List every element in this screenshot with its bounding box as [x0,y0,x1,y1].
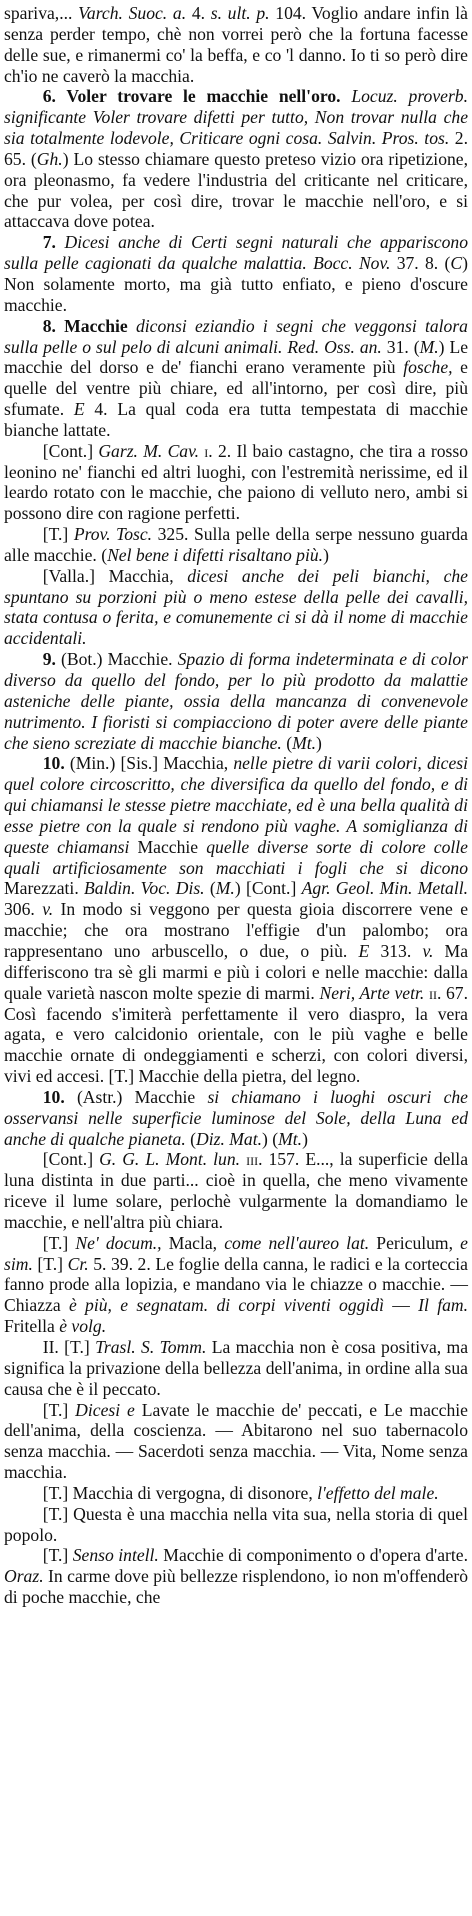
text-run: 4. La qual coda era tutta tempestata di macchie bianche lattate. [4,399,468,440]
valla [4,566,468,649]
text-run: M. [215,878,235,899]
text-run: 6. Voler trovare le macchie nell'oro. [42,86,341,107]
text-run: Mt. [278,1128,303,1149]
text-run: Neri, Arte vetr. [319,982,425,1003]
text-run: Bocc. Nov. [313,253,391,274]
t-prov-tosc [4,524,468,566]
text-run: In modo si veggono per questa gioia discorrere vene e macchie; che ora mostrano l'effigie d'un palombo; ora rappresentano uno arbuscello, o due, o più. [4,899,469,961]
t-storia [4,1504,468,1546]
text-run: [T.] [32,1253,68,1274]
text-run: ) [316,732,322,753]
text-run: II. [T.] [42,1337,96,1357]
text-run: come nell'aureo lat. [224,1232,370,1253]
text-run: 4. [186,3,211,23]
text-run: 325. Sulla pelle della serpe nessuno guarda alle macchie. ( [4,524,468,565]
t-senso-intell [4,1545,468,1608]
text-run: Ne' docum., [75,1232,162,1253]
text-run: In carme dove più bellezze risplendono, io non m'offenderò di poche macchie, che [4,1566,468,1608]
text-run: Salvin. Pros. tos. [327,128,450,149]
text-run: Diz. Mat. [196,1128,263,1149]
text-run: La macchia non è cosa positiva, ma significa la privazione della bellezza dell'anima, in ordine alla sua causa che è il peccato. [4,1337,469,1399]
text-run: nelle pietre di varii colori, dicesi quel colore circoscritto, che diversifica da quello del fondo, e di qui chiamansi le stesse pietre macchiate, ed è una bella qualità di esse pietre con la quale si rendono più vaghe. A somiglianza di queste chiamansi [4,753,468,857]
text-run: E [73,399,85,420]
text-run [341,86,352,106]
text-run: — [384,1295,419,1316]
text-run: [T.] [42,1232,76,1253]
text-run: v. [422,940,434,961]
text-run: Macchie di componimento o d'opera d'arte. [158,1545,468,1566]
text-run: Garz. M. Cav. [98,440,199,461]
t-ne-docum [4,1233,468,1337]
text-run: 67. Così facendo s'imiterà perfettamente il vero diaspro, la vera agata, e vero calcidonio orientale, con le più vaghe e belle macchie ornate di ondeggiamenti e scherzi, con colori diversi, vivi ed accesi. [T.] Macchie della pietra, del legno. [4,982,468,1087]
text-run: 313. [369,940,423,961]
text-run: Lavate le macchie de' peccati, e Le macchie dell'anima, della coscienza. — Abitarono nel suo tabernacolo senza macchia. — Sacerdoti senza macchia. — Vita, Nome senza macchia. [4,1399,468,1483]
text-run: Ma differiscono tra sè gli marmi e più i colori e nelle macchie: dalla quale varietà nascon molte spezie di marmi. [4,940,469,1003]
text-run: Trasl. S. Tomm. [95,1337,207,1357]
text-run: [T.] [42,1545,73,1566]
text-run: C [450,253,463,274]
text-run: ) [Cont.] [234,878,302,899]
text-run: 9. [42,649,61,670]
t-vergogna [4,1483,468,1504]
text-run: spariva,... [4,3,79,23]
text-run: Agr. Geol. Min. Metall. [301,878,469,899]
text-run: M. [419,336,439,357]
text-run: Mt. [292,732,317,753]
text-run: diconsi eziandio i segni che veggonsi talora sulla pelle o sul pelo di alcuni animali. [4,315,468,357]
text-run: p. [256,3,270,23]
text-run: 10. [42,753,70,774]
sense-10-astr [4,1087,468,1150]
text-run: 104. Voglio andare infin là senza perder tempo, chè non vorrei però che la fortuna facesse delle sue, e rimanermi co' la beffa, e co 'l danno. Io ti so però dire ch'io ne caverò la macchia. [4,3,468,86]
text-run: si chiamano i luoghi oscuri che osservansi nelle superficie luminose del Sole, della Luna ed anche di qualche pianeta. [4,1086,468,1149]
text-run: 31. ( [381,336,420,357]
text-run: E [358,940,370,961]
text-run: Macla, [161,1232,225,1253]
text-run: 8. Macchie [42,315,128,336]
text-run: Varch. Suoc. a. [78,3,187,23]
text-run: 10. [42,1086,77,1107]
text-run: Periculum, [369,1232,461,1253]
text-run: è volg. [59,1316,107,1337]
text-run: Spazio di forma indeterminata e di color diverso da quello del fondo, per lo più prodotto da malattie asteniche delle piante, ossia della mancanza di convenevole nutrimento. I fioristi si compiacciono di poter avere delle piante che sieno screziate di macchie bianche. [4,649,469,753]
text-run: è più, e segnatam. di corpi viventi oggidì [68,1295,384,1316]
text-run: Locuz. proverb. significante Voler trovare difetti per tutto, Non trovar nulla che sia totalmente lodevole, Criticare ogni cosa. [4,86,468,149]
cont-garz [4,441,468,524]
cont-mont-lun [4,1149,468,1232]
sense-7 [4,232,468,315]
text-run: ii. [428,982,442,1003]
text-run: Oraz. [4,1566,44,1587]
text-run: e quelle del ventre più chiare, ed all'intorno, per così dire, più sfumate. [4,357,468,420]
text-run: Gh. [36,148,63,169]
text-run: [Valla.] Macchia, [42,565,188,586]
text-run [128,316,136,336]
text-run: Nel bene i difetti risaltano più. [107,544,324,565]
text-run: fosche, [403,357,453,378]
text-run: [T.] Questa è una macchia nella vita sua, nella storia di quel popolo. [4,1503,468,1545]
text-run: Cr. [67,1253,89,1274]
text-run: Fritella [4,1316,60,1337]
text-run: ) [323,544,329,565]
text-run: ) [302,1128,308,1149]
text-run: (Astr.) Macchie [76,1086,208,1107]
sense-6 [4,86,468,232]
text-run: 157. E..., la superficie della luna distinta in due parti... cioè in quella, che meno vivamente riceve il lume solare, perlochè vulgarmente la domandiamo le macchie, e nell'altra più chiara. [4,1149,469,1232]
text-run: i. [204,440,213,461]
text-run: iii. [246,1149,263,1170]
text-run: 37. 8. ( [390,253,451,274]
text-run: [T.] [42,524,74,545]
text-run: quelle diverse sorte di colore colle quali artificiosamente son macchiati i fogli che si dicono [4,836,468,878]
text-run: Senso intell. [72,1545,159,1566]
text-run: e sim. [4,1232,468,1274]
text-run: Macchie [129,836,207,857]
t-dicesi [4,1400,468,1483]
text-run: 7. [42,232,65,253]
text-run: (Bot.) Macchie. [60,649,178,670]
sense-II [4,1337,468,1400]
text-run: ) Non solamente morto, ma già tutto enfiato, e pieno d'oscure macchie. [4,253,468,315]
text-run: l'effetto del male. [317,1482,439,1503]
text-run: v. [42,899,54,920]
text-run: G. G. L. Mont. lun. [99,1149,241,1170]
text-run: Dicesi e [75,1399,135,1420]
text-run: Baldin. Voc. Dis. [84,878,205,899]
text-run: ( [281,732,293,753]
text-run: 2. 65. ( [4,128,468,169]
text-run: [T.] [42,1399,76,1420]
sense-8 [4,316,468,441]
text-run: Dicesi anche di Certi segni naturali che appariscono sulla pelle cagionati da qualche malattia. [4,232,468,274]
text-run: s. ult. [210,3,251,23]
text-run: ( [204,878,216,899]
text-run: ) ( [262,1128,279,1149]
text-run: ) Lo stesso chiamare questo preteso vizio ora ripetizione, ora pleonasmo, fa vedere l'industria del criticante nel criticare, che pur volea, per così dire, trovar le macchie nell'oro, e si attaccava dove potea. [4,148,468,232]
text-run: (Min.) [Sis.] Macchia, [69,753,234,774]
text-run: 306. [4,899,43,920]
text-run: 5. 39. 2. Le foglie della canna, le radici e la corteccia fanno prode alla lopizia, e mandano via le chiazze o macchie. — Chiazza [4,1253,468,1316]
sense-9-bot [4,649,468,753]
text-run: ) Le macchie del dorso e de' fianchi erano veramente più [4,336,469,378]
text-run: 2. Il baio castagno, che tira a rosso leonino ne' fianchi ed altri luoghi, con l'estremità nerissime, ed il leardo rotato con le macchie, che paiono di velluto nero, ambi si possono dire con ragione perfetti. [4,440,468,524]
text-run: Red. Oss. an. [287,336,382,357]
sense-10-min [4,753,468,1087]
text-run: Marezzati. [4,878,85,899]
text-run: Il fam. [418,1295,468,1316]
text-run: Prov. Tosc. [73,524,153,545]
text-run: [T.] Macchia di vergogna, di disonore, [42,1482,318,1503]
text-run: ( [185,1128,197,1149]
text-run: [Cont.] [42,440,99,461]
text-run: [Cont.] [42,1149,100,1170]
entry-continuation [4,3,468,86]
text-run: dicesi anche dei peli bianchi, che spuntano su porzioni più o meno estese della pelle dei cavalli, stata contusa o ferita, e comunemente ci si dà il nome di macchie accidentali. [4,565,468,649]
